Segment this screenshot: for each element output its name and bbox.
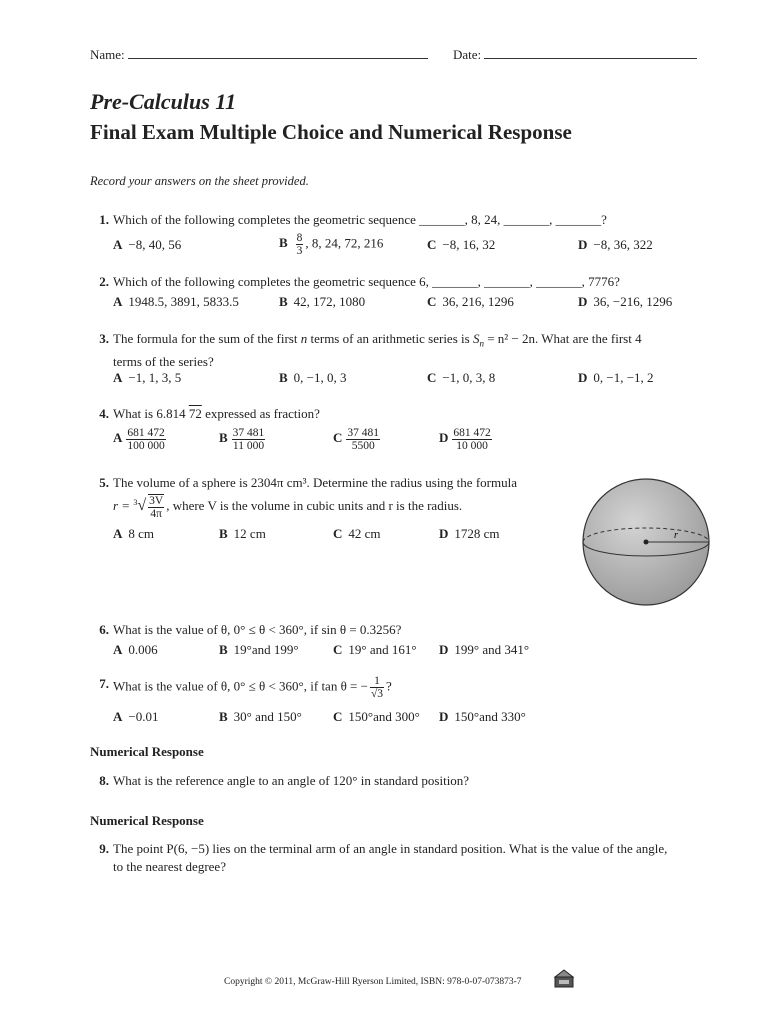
option-5a: A 8 cm (113, 526, 155, 541)
date-label: Date: (453, 47, 482, 62)
section-heading: Numerical Response (90, 744, 204, 759)
option-1d: D −8, 36, 322 (578, 237, 653, 252)
option-2c: C 36, 216, 1296 (427, 294, 514, 309)
question-text: Which of the following completes the geometric sequence 6, _______, _______, _______, 7776? (113, 274, 620, 289)
sphere-diagram (580, 475, 712, 609)
option-5c: C 42 cm (333, 526, 381, 541)
date-line (484, 47, 697, 59)
option-5b: B 12 cm (219, 526, 266, 541)
question-6: 6. What is the value of θ, 0° ≤ θ < 360°, if sin θ = 0.3256? (113, 621, 713, 639)
option-4b: B $\frac{37 481}{11 000}$ (219, 427, 265, 452)
date-field (453, 47, 697, 63)
option-7d: D 150°and 330° (439, 709, 526, 724)
question-1 (99, 211, 713, 229)
question-number: 1. (99, 212, 109, 227)
question-number: 8. (99, 773, 109, 788)
option-2b: B 42, 172, 1080 (279, 294, 366, 309)
publisher-logo-icon (552, 966, 576, 990)
question-number: 7. (99, 676, 109, 691)
name-field (90, 47, 428, 63)
option-7a: A −0.01 (113, 709, 159, 724)
question-3: 3. The formula for the sum of the first n terms of an arithmetic series is $S_n = n^2 - 2n$. What are the first 4 terms of the series? (113, 330, 713, 371)
instructions: Record your answers on the sheet provided. (90, 174, 309, 188)
question-5: 5. The volume of a sphere is 2304π cm³. Determine the radius using the formula (113, 474, 563, 492)
option-6d: D 199° and 341° (439, 642, 530, 657)
name-label: Name: (90, 47, 125, 62)
question-9: 9. The point P(6, −5) lies on the terminal arm of an angle in standard position. What is the value of the angle, to the nearest degree? (113, 840, 718, 876)
copyright: Copyright © 2011, McGraw-Hill Ryerson Limited, ISBN: 978-0-07-073873-7 (224, 977, 522, 987)
question-number: 3. (99, 331, 109, 346)
option-4c: C $\frac{37 481}{5500}$ (333, 427, 380, 452)
option-3b: B 0, −1, 0, 3 (279, 370, 347, 385)
name-line (128, 47, 428, 59)
question-7: 7. What is the value of θ, 0° ≤ θ < 360°, if tan θ = − $\frac{1}{√3}$ ? (113, 675, 713, 700)
option-7c: C 150°and 300° (333, 709, 420, 724)
option-6b: B 19°and 199° (219, 642, 299, 657)
question-number: 6. (99, 622, 109, 637)
exam-title: Final Exam Multiple Choice and Numerical Response (90, 120, 572, 144)
question-text: Which of the following completes the geometric sequence _______, 8, 24, _______, _______? (113, 212, 607, 227)
option-3a: A −1, 1, 3, 5 (113, 370, 182, 385)
question-number: 9. (99, 841, 109, 856)
option-4d: D $\frac{681 472}{10 000}$ (439, 427, 491, 452)
option-6c: C 19° and 161° (333, 642, 417, 657)
question-4: 4. What is 6.814 72 expressed as fraction? (113, 405, 713, 423)
option-2a: A 1948.5, 3891, 5833.5 (113, 294, 239, 309)
option-1c: C −8, 16, 32 (427, 237, 496, 252)
option-1a: A −8, 40, 56 (113, 237, 182, 252)
option-6a: A 0.006 (113, 642, 158, 657)
option-5d: D 1728 cm (439, 526, 500, 541)
question-2 (99, 273, 713, 291)
option-1b: B $\frac{8}{3}$ , 8, 24, 72, 216 (279, 232, 384, 257)
question-number: 2. (99, 274, 109, 289)
question-number: 4. (99, 406, 109, 421)
option-4a: A $\frac{681 472}{100 000}$ (113, 427, 165, 452)
course-title: Pre-Calculus 11 (90, 89, 237, 114)
option-3c: C −1, 0, 3, 8 (427, 370, 496, 385)
section-heading: Numerical Response (90, 813, 204, 828)
question-5-formula: r = $^3$√ $\frac{3V}{4\pi}$ , where V is the volume in cubic units and r is the radius. (113, 495, 463, 520)
question-8: 8. What is the reference angle to an angle of 120° in standard position? (113, 772, 713, 790)
question-number: 5. (99, 475, 109, 490)
option-2d: D 36, −216, 1296 (578, 294, 673, 309)
option-3d: D 0, −1, −1, 2 (578, 370, 654, 385)
option-7b: B 30° and 150° (219, 709, 302, 724)
radius-label: r (674, 530, 678, 541)
